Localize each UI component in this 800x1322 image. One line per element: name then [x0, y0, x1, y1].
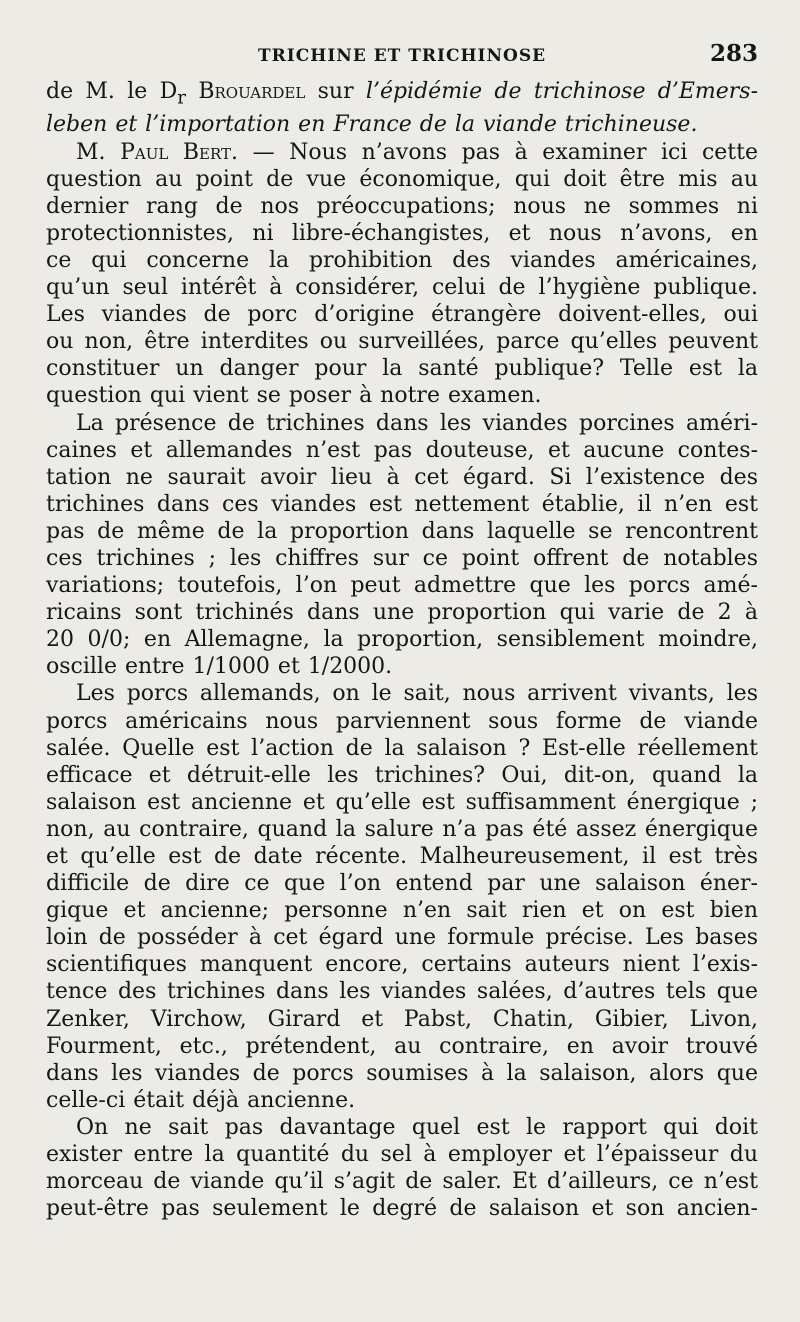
- text-segment: Paul Bert: [120, 139, 232, 165]
- body-text: [46, 78, 758, 1222]
- text-segment: l’épidémie de trichinose d’Emers-: [365, 79, 759, 104]
- text-line: [46, 924, 758, 951]
- text-line: [46, 166, 758, 193]
- text-line: [46, 680, 758, 707]
- text-segment: Fourment, etc., prétendent, au contraire, en avoir trouvé: [46, 1033, 758, 1059]
- text-line: [46, 220, 758, 247]
- text-line: [46, 193, 758, 220]
- text-line: [46, 1060, 758, 1087]
- text-line: [46, 897, 758, 924]
- text-segment: leben et l’importation en France de la viande trichineuse.: [46, 112, 698, 138]
- text-line: [46, 599, 758, 626]
- text-segment: salaison est ancienne et qu’elle est suffisamment énergique ;: [46, 789, 758, 815]
- text-segment: constituer un danger pour la santé publique? Telle est la: [46, 356, 758, 382]
- text-segment: 20 0/0; en Allemagne, la proportion, sensiblement moindre,: [46, 627, 758, 653]
- text-segment: tation ne saurait avoir lieu à cet égard. Si l’existence des: [46, 464, 758, 490]
- text-segment: pas de même de la proportion dans laquelle se rencontrent: [46, 518, 758, 544]
- running-title: TRICHINE ET TRICHINOSE: [258, 46, 547, 66]
- text-segment: porcs américains nous parviennent sous forme de viande: [46, 708, 758, 734]
- text-line: [46, 978, 758, 1005]
- text-segment: scientifiques manquent encore, certains auteurs nient l’exis-: [46, 952, 758, 978]
- text-line: [46, 1195, 758, 1222]
- text-line: [46, 1033, 758, 1060]
- paragraph: [46, 1114, 758, 1222]
- text-line: [46, 355, 758, 382]
- text-line: [46, 274, 758, 301]
- text-segment: exister entre la quantité du sel à employer et l’épaisseur du: [46, 1142, 758, 1168]
- text-line: [46, 1087, 758, 1114]
- text-line: [46, 301, 758, 328]
- text-segment: de M. le D: [46, 79, 178, 104]
- text-segment: protectionnistes, ni libre-échangistes, et nous n’avons, en: [46, 220, 758, 246]
- text-segment: r: [177, 87, 186, 109]
- text-line: [46, 464, 758, 491]
- text-segment: trichines dans ces viandes est nettement établie, il n’en est: [46, 491, 758, 517]
- text-line: [46, 789, 758, 816]
- text-line: [46, 1114, 758, 1141]
- text-line: [46, 708, 758, 735]
- text-segment: ricains sont trichinés dans une proportion qui varie de 2 à: [46, 600, 758, 626]
- text-segment: question au point de vue économique, qui doit être mis au: [46, 166, 758, 192]
- text-segment: efficace et détruit-elle les trichines? Oui, dit-on, quand la: [46, 762, 758, 788]
- text-segment: non, au contraire, quand la salure n’a pas été assez énergique: [46, 816, 758, 842]
- text-line: [46, 111, 758, 138]
- text-segment: tence des trichines dans les viandes salées, d’autres tels que: [46, 979, 758, 1005]
- text-segment: Les viandes de porc d’origine étrangère doivent-elles, oui: [46, 302, 758, 328]
- text-segment: ou non, être interdites ou surveillées, parce qu’elles peuvent: [46, 329, 758, 355]
- text-segment: celle-ci était déjà ancienne.: [46, 1087, 356, 1113]
- text-line: [46, 382, 758, 409]
- text-line: [46, 572, 758, 599]
- text-segment: ce qui concerne la prohibition des viandes américaines,: [46, 247, 758, 273]
- paragraph: [46, 139, 758, 410]
- text-segment: Les porcs allemands, on le sait, nous arrivent vivants, les: [76, 681, 758, 707]
- text-segment: ces trichines ; les chiffres sur ce point offrent de notables: [46, 545, 758, 571]
- text-line: [46, 1006, 758, 1033]
- text-segment: variations; toutefois, l’on peut admettre que les porcs amé-: [46, 573, 758, 599]
- text-line: [46, 1141, 758, 1168]
- text-segment: M.: [76, 139, 121, 165]
- text-line: [46, 653, 758, 680]
- page-number: 283: [709, 40, 758, 67]
- text-line: [46, 518, 758, 545]
- text-line: [46, 78, 758, 111]
- text-segment: caines et allemandes n’est pas douteuse, et aucune contes-: [46, 437, 758, 463]
- paragraph: [46, 410, 758, 681]
- text-line: [46, 816, 758, 843]
- text-segment: La présence de trichines dans les viandes porcines améri-: [76, 410, 758, 436]
- text-segment: sur: [305, 79, 366, 104]
- paragraph: [46, 680, 758, 1114]
- text-segment: . — Nous n’avons pas à examiner ici cette: [231, 139, 758, 165]
- text-segment: On ne sait pas davantage quel est le rapport qui doit: [76, 1114, 758, 1140]
- text-line: [46, 139, 758, 166]
- text-segment: [186, 79, 198, 104]
- text-segment: et qu’elle est de date récente. Malheureusement, il est très: [46, 844, 758, 870]
- text-segment: peut-être pas seulement le degré de salaison et son ancien-: [46, 1196, 758, 1222]
- text-line: [46, 735, 758, 762]
- text-line: [46, 491, 758, 518]
- text-segment: qu’un seul intérêt à considérer, celui de l’hygiène publique.: [46, 275, 758, 301]
- text-line: [46, 545, 758, 572]
- text-line: [46, 951, 758, 978]
- text-segment: gique et ancienne; personne n’en sait rien et on est bien: [46, 898, 758, 924]
- text-segment: question qui vient se poser à notre examen.: [46, 383, 542, 409]
- text-line: [46, 410, 758, 437]
- text-segment: salée. Quelle est l’action de la salaison ? Est-elle réellement: [46, 735, 758, 761]
- text-line: [46, 870, 758, 897]
- text-segment: dans les viandes de porcs soumises à la salaison, alors que: [46, 1060, 758, 1086]
- text-line: [46, 247, 758, 274]
- text-line: [46, 437, 758, 464]
- text-segment: difficile de dire ce que l’on entend par une salaison éner-: [46, 871, 758, 897]
- text-line: [46, 843, 758, 870]
- paragraph: [46, 78, 758, 139]
- text-line: [46, 762, 758, 789]
- text-segment: morceau de viande qu’il s’agit de saler. Et d’ailleurs, ce n’est: [46, 1169, 758, 1195]
- text-line: [46, 328, 758, 355]
- text-segment: Brouardel: [198, 79, 306, 104]
- text-segment: loin de posséder à cet égard une formule précise. Les bases: [46, 925, 758, 951]
- text-segment: oscille entre 1/1000 et 1/2000.: [46, 654, 393, 680]
- text-line: [46, 1168, 758, 1195]
- text-segment: dernier rang de nos préoccupations; nous ne sommes ni: [46, 193, 758, 219]
- text-segment: Zenker, Virchow, Girard et Pabst, Chatin, Gibier, Livon,: [46, 1006, 758, 1032]
- text-line: [46, 626, 758, 653]
- page-header: [46, 38, 758, 78]
